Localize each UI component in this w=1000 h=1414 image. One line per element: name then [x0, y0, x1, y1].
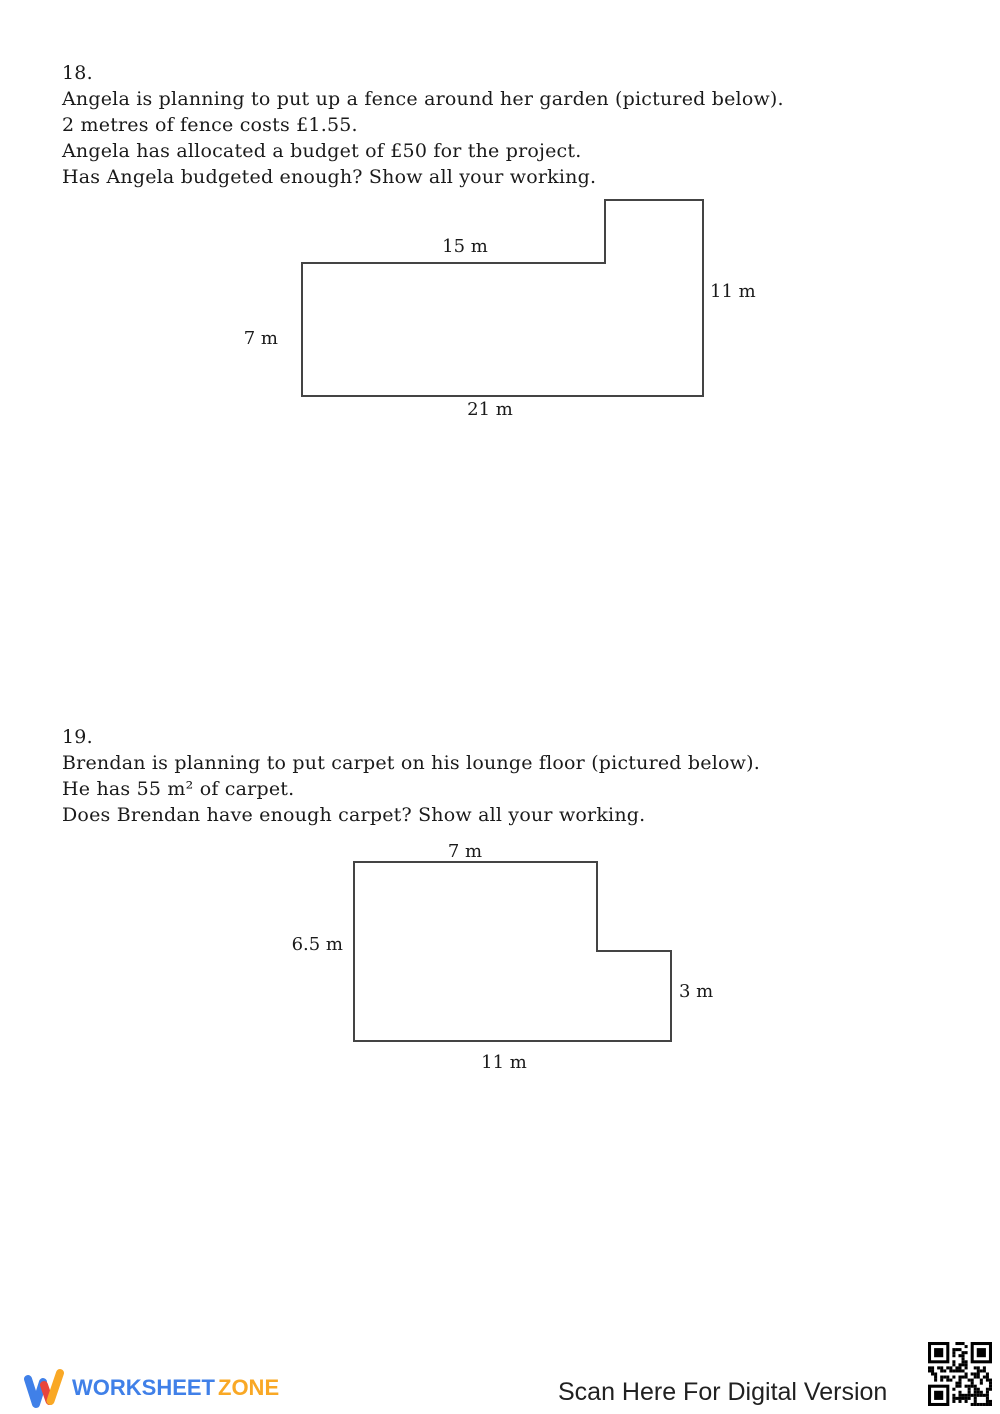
lounge-dim-bottom: 11 m	[481, 1052, 527, 1073]
problem-19-text	[62, 724, 760, 828]
brand-word-zone: ZONE	[218, 1375, 280, 1400]
problem-19-number: 19.	[62, 726, 93, 748]
qr-code-icon	[928, 1342, 992, 1406]
scan-here-text: Scan Here For Digital Version	[558, 1378, 888, 1406]
lounge-dim-left: 6.5 m	[291, 934, 343, 955]
problem-18-line-3: Angela has allocated a budget of £50 for the project.	[62, 140, 582, 162]
lounge-diagram	[278, 833, 738, 1078]
garden-dim-left: 7 m	[243, 328, 278, 349]
garden-dim-top: 15 m	[442, 236, 488, 257]
brand-text	[72, 1375, 279, 1401]
lounge-dim-top: 7 m	[447, 841, 483, 862]
worksheetzone-logo	[22, 1366, 279, 1410]
garden-shape-outline	[302, 200, 703, 396]
problem-18-line-2: 2 metres of fence costs £1.55.	[62, 114, 358, 136]
garden-diagram	[228, 188, 778, 428]
lounge-dim-right: 3 m	[679, 981, 714, 1002]
lounge-shape-outline	[354, 862, 671, 1041]
brand-word-worksheet: WORKSHEET	[72, 1375, 215, 1400]
problem-18-number: 18.	[62, 62, 93, 84]
problem-18-line-1: Angela is planning to put up a fence around her garden (pictured below).	[62, 88, 784, 110]
qr-code	[926, 1340, 994, 1408]
problem-18-text	[62, 60, 784, 190]
problem-19-line-3: Does Brendan have enough carpet? Show all your working.	[62, 804, 646, 826]
problem-18-line-4: Has Angela budgeted enough? Show all your working.	[62, 166, 597, 188]
problem-19-line-2: He has 55 m² of carpet.	[62, 778, 295, 800]
garden-dim-right: 11 m	[710, 281, 756, 302]
worksheetzone-w-icon	[22, 1366, 66, 1410]
garden-dim-bottom: 21 m	[467, 399, 513, 420]
problem-19-line-1: Brendan is planning to put carpet on his lounge floor (pictured below).	[62, 752, 760, 774]
